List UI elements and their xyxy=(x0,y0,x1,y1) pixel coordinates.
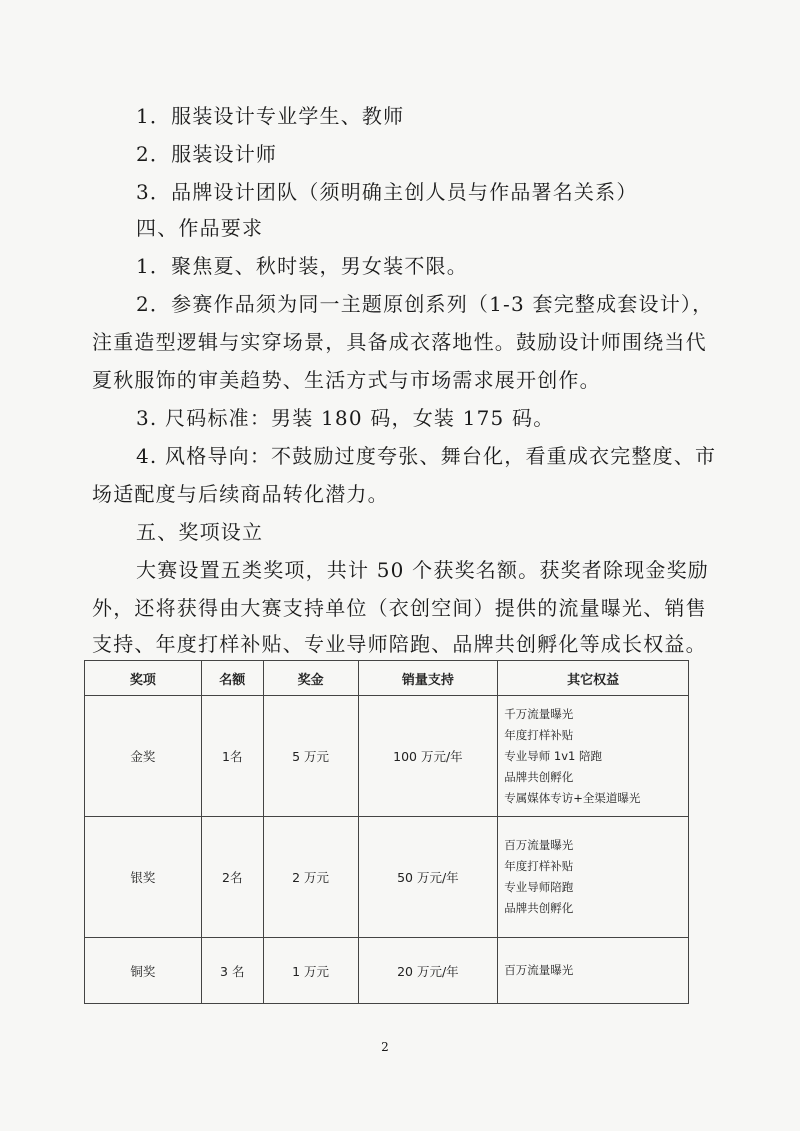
benefit-item: 专业导师 1v1 陪跑 xyxy=(504,748,603,763)
header-sales: 销量支持 xyxy=(358,661,498,696)
award-sales: 20 万元/年 xyxy=(358,938,498,1004)
award-benefits xyxy=(498,696,689,817)
award-name: 金奖 xyxy=(85,696,202,817)
requirement-1: 1．聚焦夏、秋时装，男女装不限。 xyxy=(136,254,468,278)
benefit-item: 年度打样补贴 xyxy=(504,727,574,742)
table-row xyxy=(85,817,689,938)
table-row xyxy=(85,938,689,1004)
header-benefits: 其它权益 xyxy=(498,661,689,696)
award-count: 1名 xyxy=(201,696,263,817)
award-benefits xyxy=(498,938,689,1004)
requirement-4-line-2: 场适配度与后续商品转化潜力。 xyxy=(92,482,389,506)
award-benefits xyxy=(498,817,689,938)
benefit-item: 年度打样补贴 xyxy=(504,859,574,873)
benefit-item: 千万流量曝光 xyxy=(504,706,574,721)
section-heading-awards: 五、奖项设立 xyxy=(136,520,264,544)
benefit-item: 百万流量曝光 xyxy=(504,963,574,977)
award-name: 银奖 xyxy=(85,817,202,938)
awards-intro-line-3: 支持、年度打样补贴、专业导师陪跑、品牌共创孵化等成长权益。 xyxy=(92,632,707,656)
header-count: 名额 xyxy=(201,661,263,696)
section-heading-requirements: 四、作品要求 xyxy=(136,216,264,240)
award-prize: 1 万元 xyxy=(263,938,358,1004)
benefit-item: 品牌共创孵化 xyxy=(504,769,574,784)
requirement-2-line-1: 2．参赛作品须为同一主题原创系列（1-3 套完整成套设计）， xyxy=(136,292,714,316)
award-sales: 50 万元/年 xyxy=(358,817,498,938)
award-prize: 5 万元 xyxy=(263,696,358,817)
award-count: 3 名 xyxy=(201,938,263,1004)
requirement-2-line-3: 夏秋服饰的审美趋势、生活方式与市场需求展开创作。 xyxy=(92,368,601,392)
page-number: 2 xyxy=(381,1040,389,1054)
award-prize: 2 万元 xyxy=(263,817,358,938)
requirement-3: 3. 尺码标准：男装 180 码，女装 175 码。 xyxy=(136,406,555,430)
requirement-2-line-2: 注重造型逻辑与实穿场景，具备成衣落地性。鼓励设计师围绕当代 xyxy=(92,330,707,354)
awards-intro-line-1: 大赛设置五类奖项，共计 50 个获奖名额。获奖者除现金奖励 xyxy=(136,558,709,582)
award-name: 铜奖 xyxy=(85,938,202,1004)
awards-table xyxy=(84,660,689,1004)
benefit-item: 专业导师陪跑 xyxy=(504,880,574,894)
table-header-row xyxy=(85,661,689,696)
header-prize: 奖金 xyxy=(263,661,358,696)
table-row xyxy=(85,696,689,817)
requirement-4-line-1: 4. 风格导向：不鼓励过度夸张、舞台化，看重成衣完整度、市 xyxy=(136,444,717,468)
awards-intro-line-2: 外，还将获得由大赛支持单位（衣创空间）提供的流量曝光、销售 xyxy=(92,596,707,620)
eligibility-item-3: 3．品牌设计团队（须明确主创人员与作品署名关系） xyxy=(136,180,638,204)
header-award: 奖项 xyxy=(85,661,202,696)
award-sales: 100 万元/年 xyxy=(358,696,498,817)
benefit-item: 品牌共创孵化 xyxy=(504,901,574,915)
benefit-item: 专属媒体专访+全渠道曝光 xyxy=(504,790,641,805)
eligibility-item-2: 2．服装设计师 xyxy=(136,142,278,166)
eligibility-item-1: 1．服装设计专业学生、教师 xyxy=(136,104,405,128)
benefit-item: 百万流量曝光 xyxy=(504,838,574,852)
award-count: 2名 xyxy=(201,817,263,938)
